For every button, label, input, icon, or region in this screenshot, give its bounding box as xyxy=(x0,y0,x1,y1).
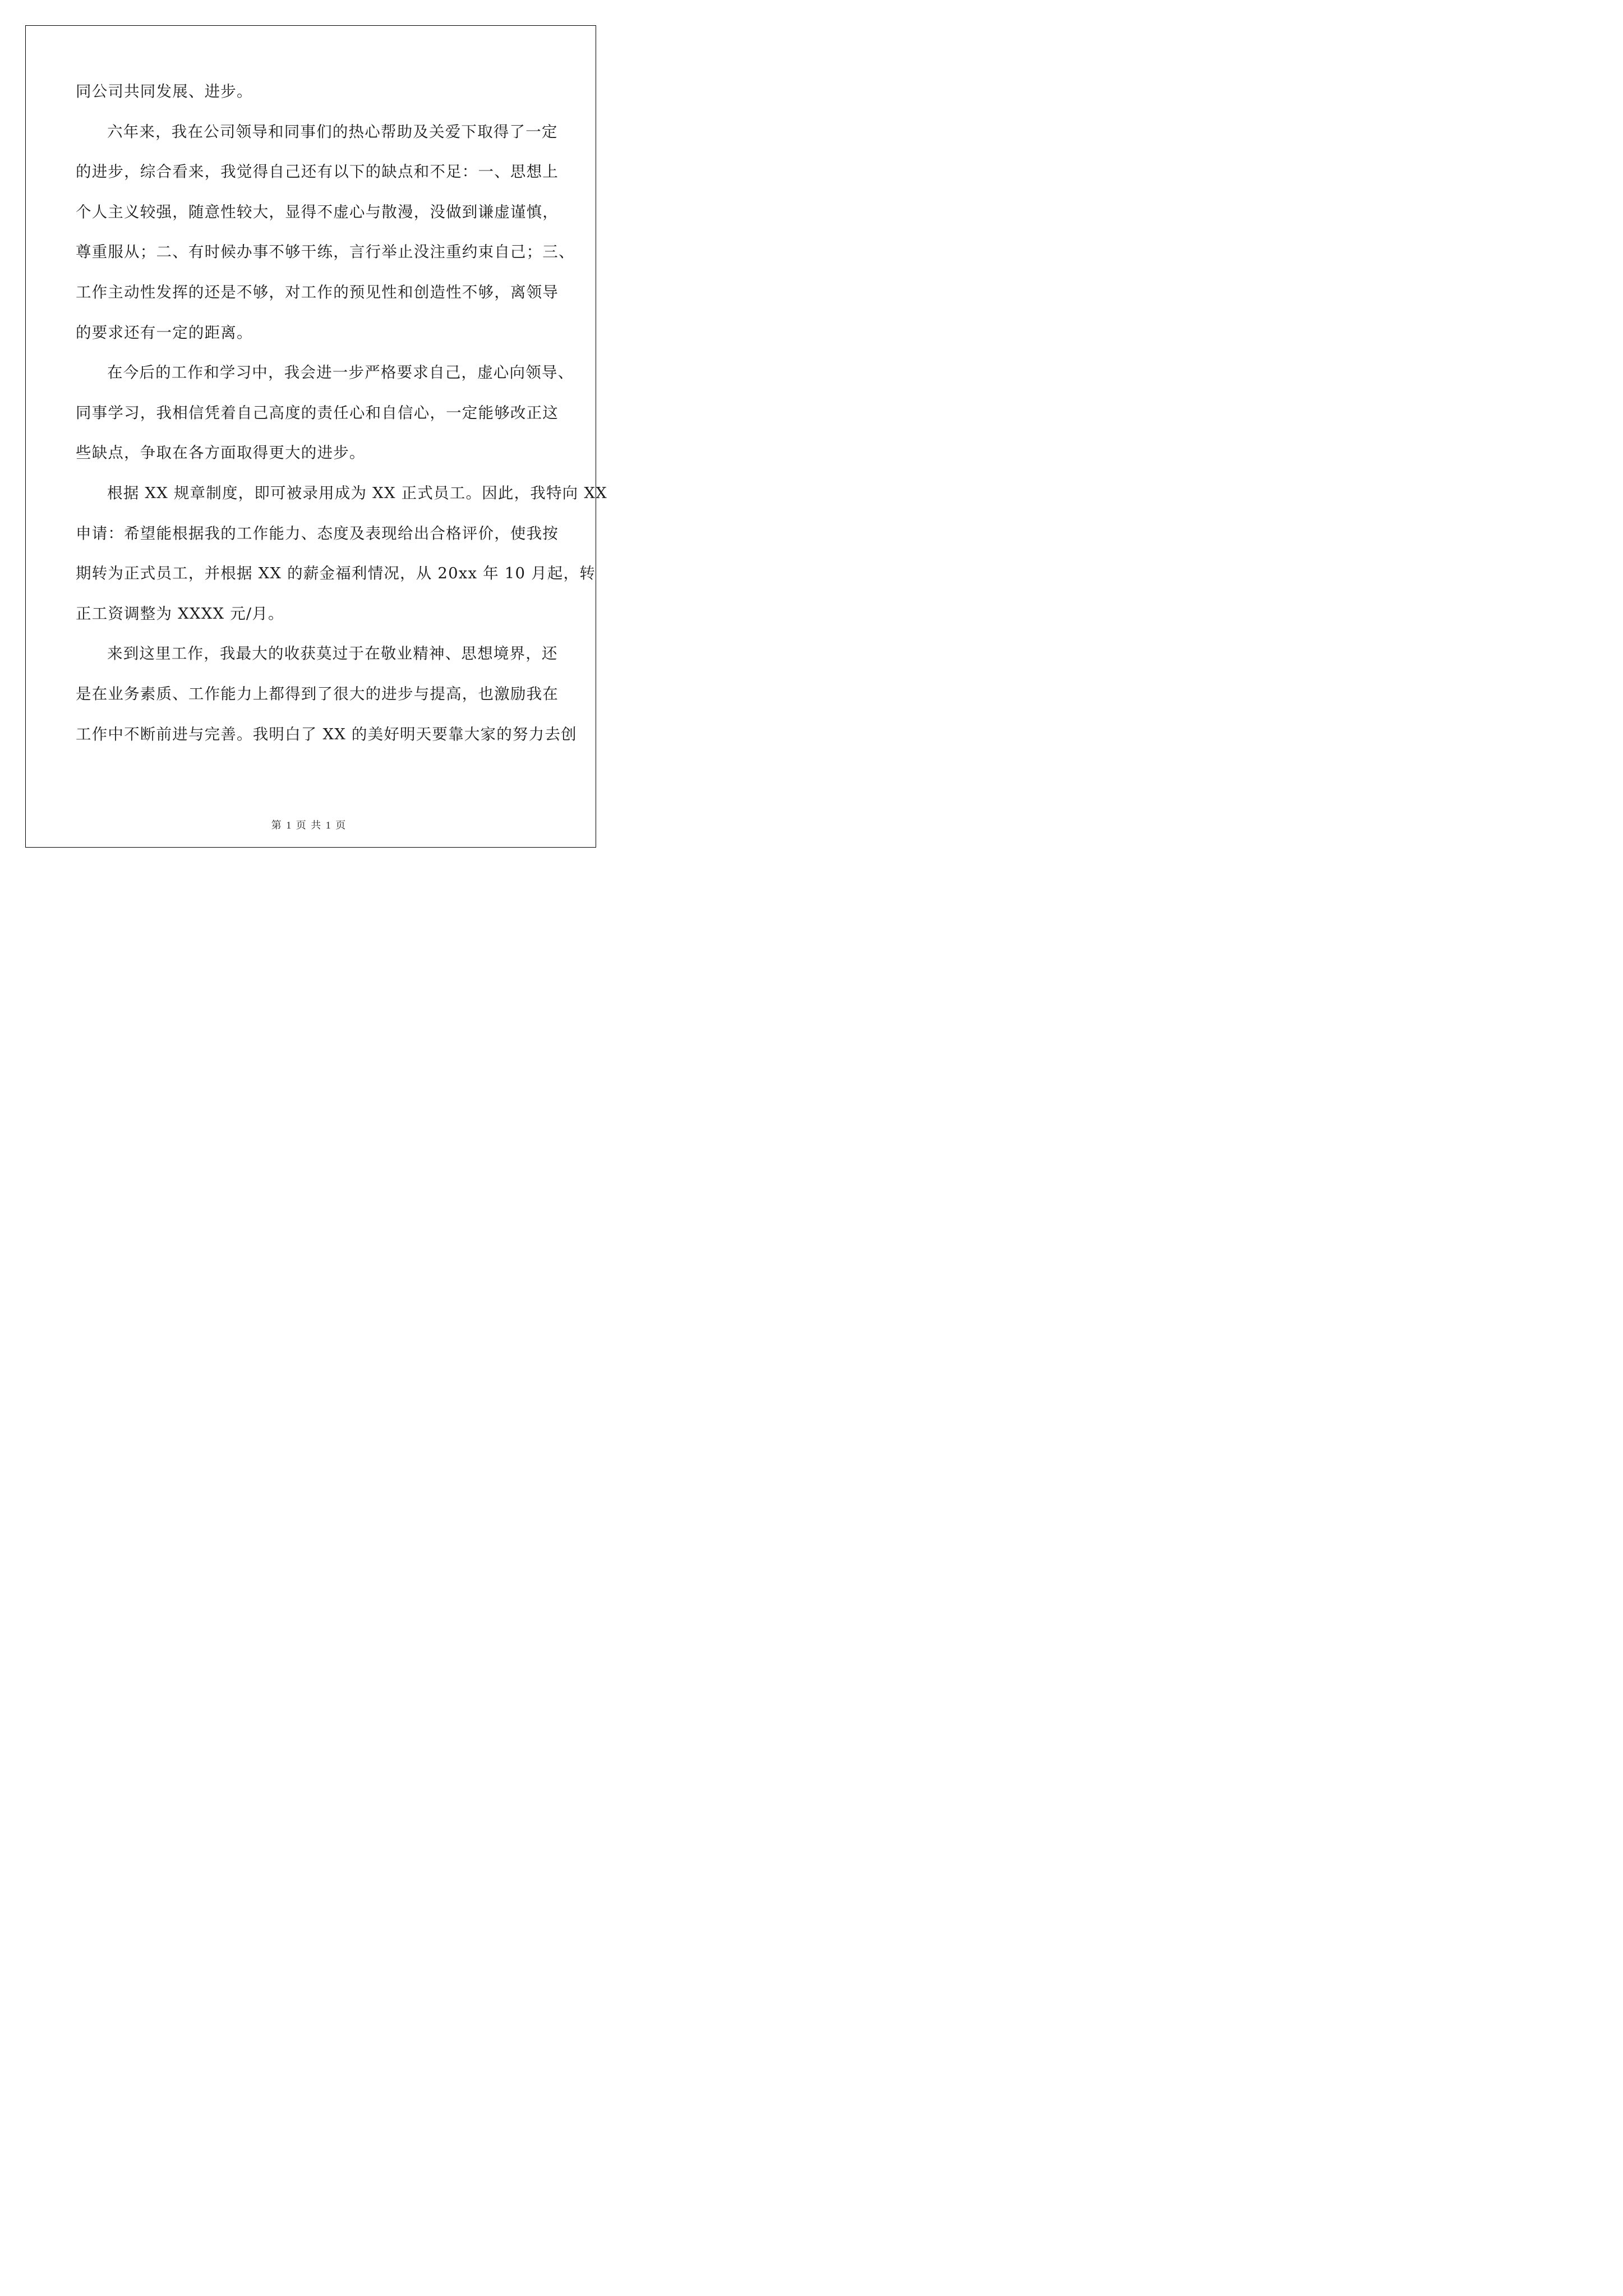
text-line-13: 期转为正式员工，并根据 XX 的薪金福利情况，从 20xx 年 10 月起，转 xyxy=(76,564,596,583)
text-line-3: 的进步，综合看来，我觉得自己还有以下的缺点和不足：一、思想上 xyxy=(76,163,559,181)
text-line-14: 正工资调整为 XXXX 元/月。 xyxy=(76,604,284,623)
text-line-7: 的要求还有一定的距离。 xyxy=(76,323,253,342)
text-line-2: 六年来，我在公司领导和同事们的热心帮助及关爱下取得了一定 xyxy=(107,122,558,141)
text-line-17: 工作中不断前进与完善。我明白了 XX 的美好明天要靠大家的努力去创 xyxy=(76,725,577,743)
text-line-15: 来到这里工作，我最大的收获莫过于在敬业精神、思想境界，还 xyxy=(107,645,558,663)
text-line-4: 个人主义较强，随意性较大，显得不虚心与散漫，没做到谦虚谨慎， xyxy=(76,203,559,221)
text-line-8: 在今后的工作和学习中，我会进一步严格要求自己，虚心向领导、 xyxy=(107,364,574,382)
text-line-11: 根据 XX 规章制度，即可被录用成为 XX 正式员工。因此，我特向 XX xyxy=(107,484,607,502)
document-body xyxy=(76,80,607,763)
text-line-5: 尊重服从；二、有时候办事不够干练，言行举止没注重约束自己；三、 xyxy=(76,243,575,261)
text-line-1: 同公司共同发展、进步。 xyxy=(76,82,253,100)
text-line-12: 申请：希望能根据我的工作能力、态度及表现给出合格评价，使我按 xyxy=(76,524,559,542)
text-line-16: 是在业务素质、工作能力上都得到了很大的进步与提高，也激励我在 xyxy=(76,684,559,703)
text-line-9: 同事学习，我相信凭着自己高度的责任心和自信心，一定能够改正这 xyxy=(76,403,559,422)
text-line-6: 工作主动性发挥的还是不够，对工作的预见性和创造性不够，离领导 xyxy=(76,283,559,301)
text-line-10: 些缺点，争取在各方面取得更大的进步。 xyxy=(76,444,366,462)
page-number-footer: 第 1 页 共 1 页 xyxy=(271,820,346,831)
